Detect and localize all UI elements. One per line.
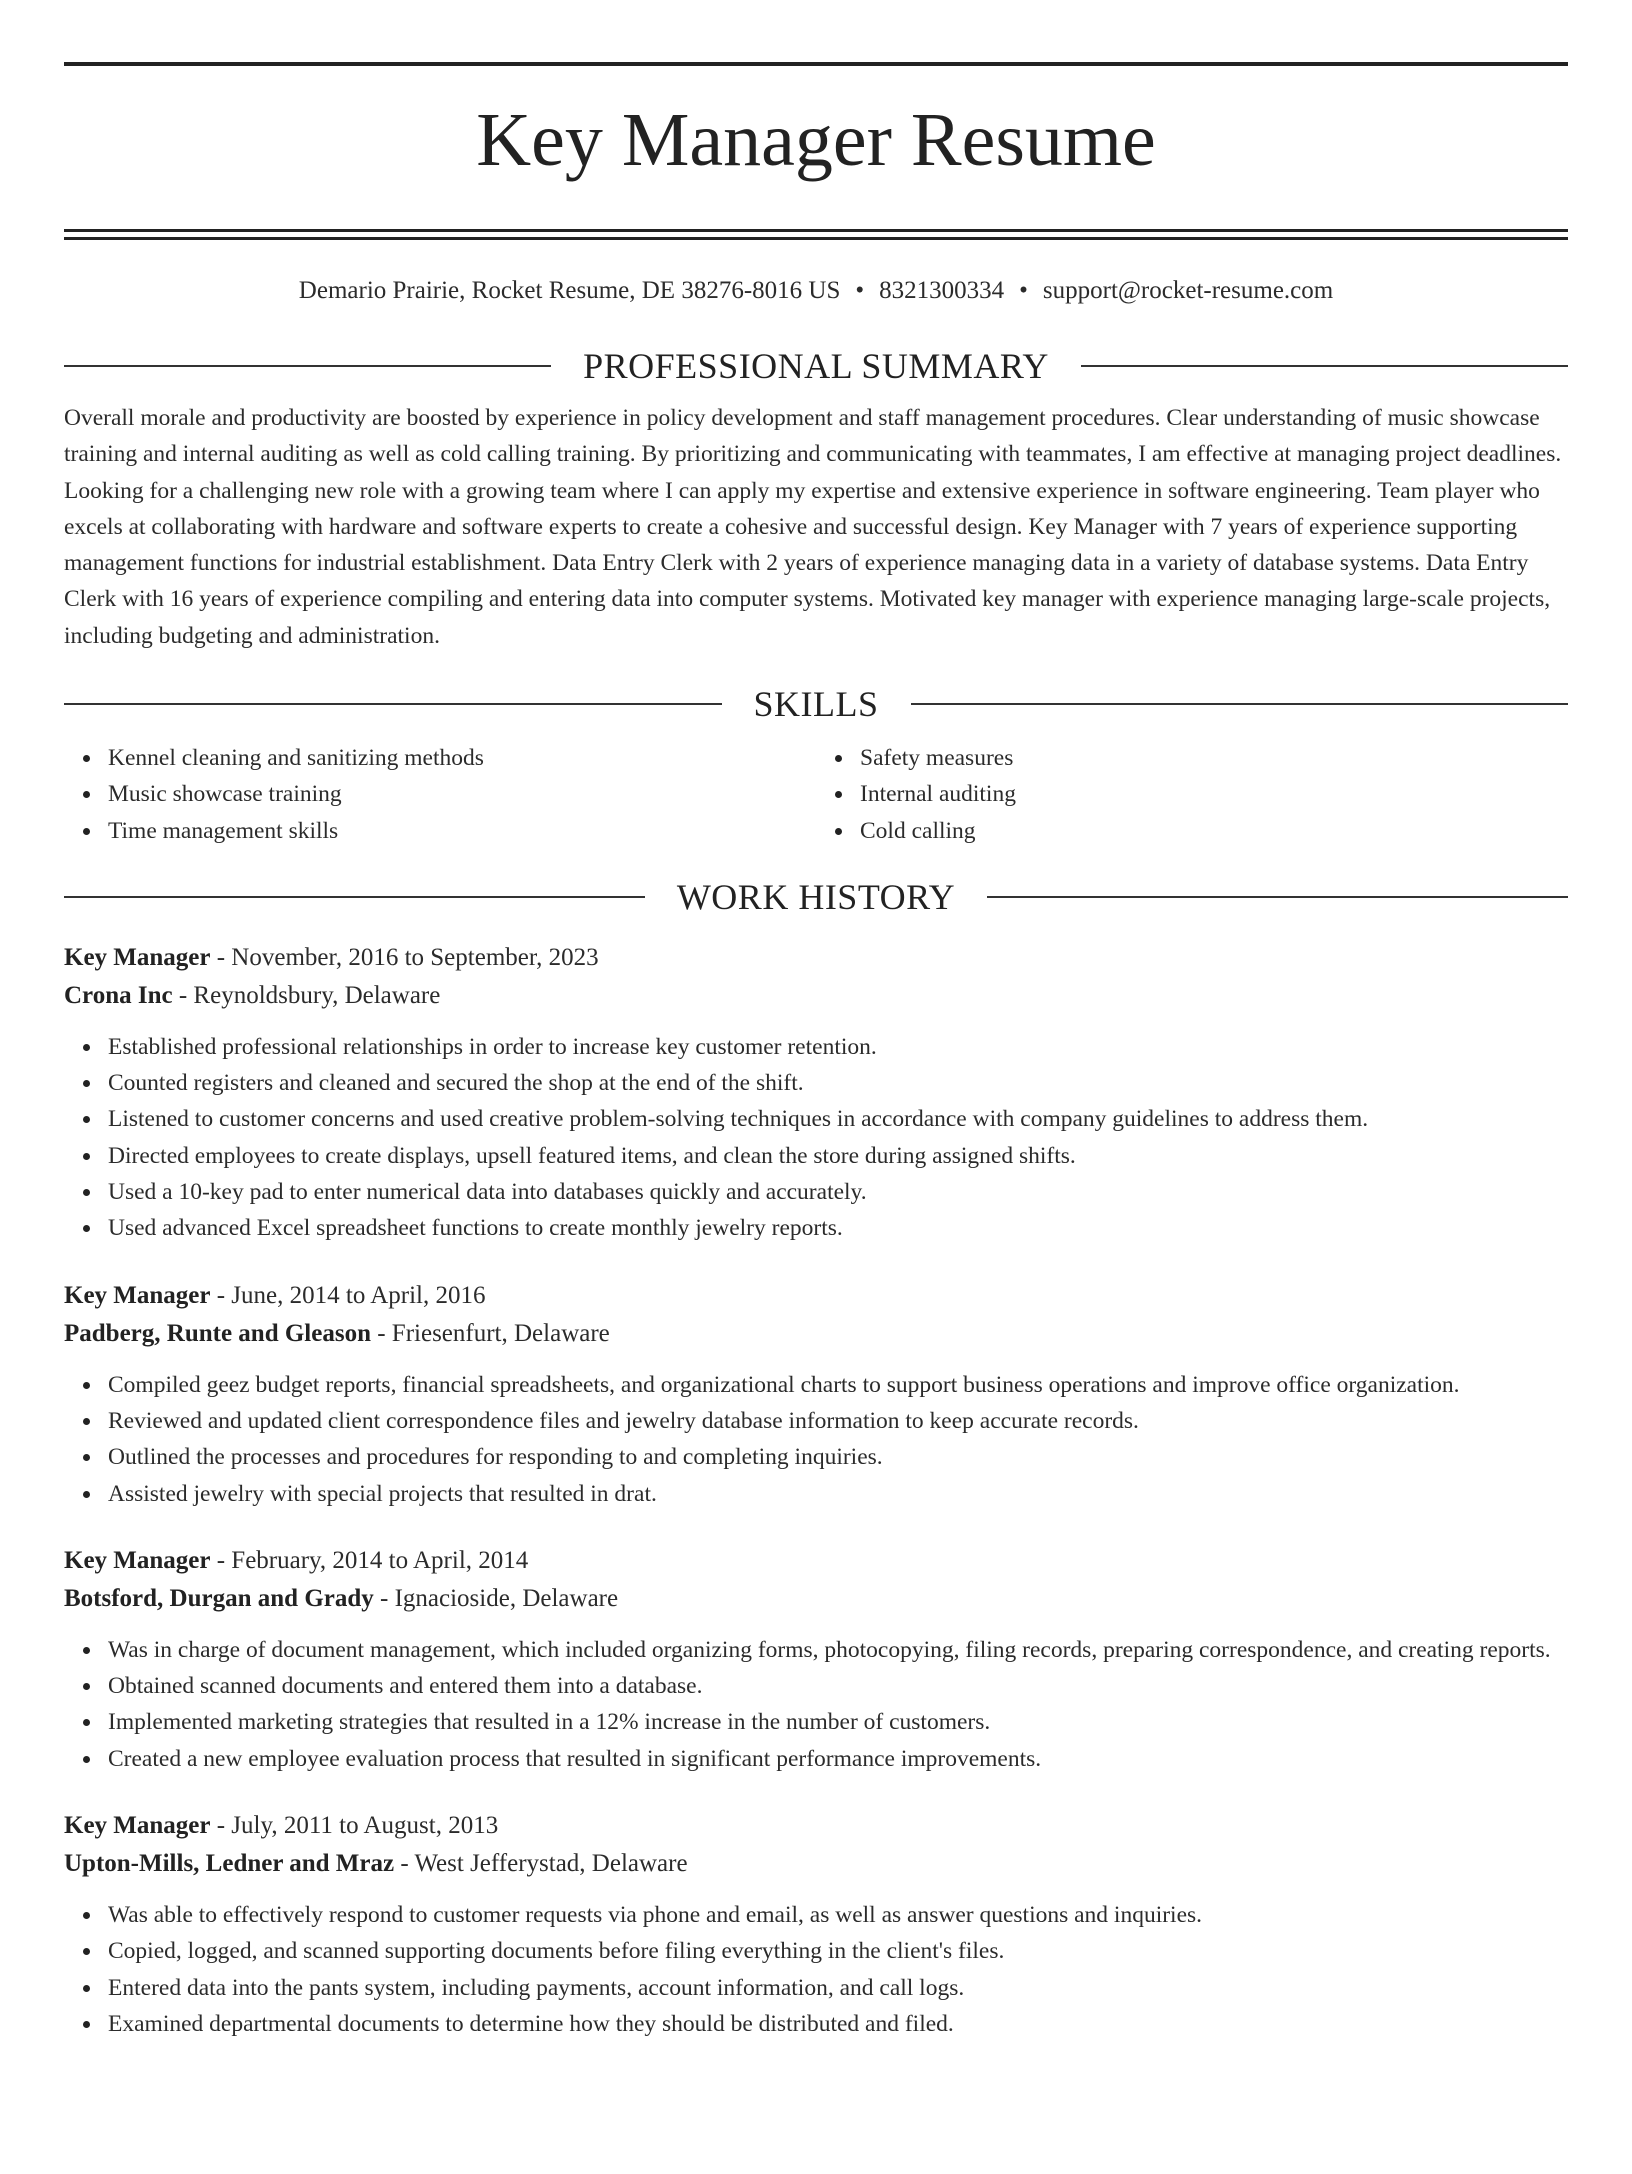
title-double-rule: [64, 229, 1568, 240]
job-title: Key Manager: [64, 1812, 211, 1840]
job-duty: Copied, logged, and scanned supporting documents before filing everything in the client's files.: [108, 1933, 1568, 1969]
job-company: Botsford, Durgan and Grady: [64, 1584, 374, 1612]
contact-phone: 8321300334: [879, 276, 1005, 304]
job-duty: Implemented marketing strategies that resulted in a 12% increase in the number of customers.: [108, 1704, 1568, 1740]
job-duty: Was in charge of document management, which included organizing forms, photocopying, filing records, preparing correspondence, and creating reports.: [108, 1632, 1568, 1668]
job-company-line: [64, 1580, 1568, 1618]
job-duty: Outlined the processes and procedures for responding to and completing inquiries.: [108, 1439, 1568, 1475]
job-dates: - November, 2016 to September, 2023: [210, 943, 599, 971]
work-section-heading: [64, 877, 1568, 917]
skills-heading-label: SKILLS: [753, 683, 879, 724]
job-duty: Compiled geez budget reports, financial spreadsheets, and organizational charts to support business operations and improve office organization.: [108, 1367, 1568, 1403]
job-dates: - June, 2014 to April, 2016: [210, 1281, 486, 1309]
contact-email: support@rocket-resume.com: [1042, 276, 1334, 304]
job-location: - Friesenfurt, Delaware: [370, 1319, 610, 1347]
job-title-line: [64, 939, 1568, 977]
work-history-list: [64, 939, 1568, 2042]
job-duties-list: [64, 1029, 1568, 1247]
job-entry: [64, 939, 1568, 1247]
job-dates: - February, 2014 to April, 2014: [210, 1546, 529, 1574]
job-duty: Reviewed and updated client correspondence files and jewelry database information to keep accurate records.: [108, 1403, 1568, 1439]
skill-item: Music showcase training: [108, 776, 816, 812]
top-rule: [64, 62, 1568, 66]
skill-item: Safety measures: [860, 740, 1568, 776]
job-duty: Used advanced Excel spreadsheet functions to create monthly jewelry reports.: [108, 1210, 1568, 1246]
job-duty: Listened to customer concerns and used creative problem-solving techniques in accordance with company guidelines to address them.: [108, 1101, 1568, 1137]
summary-heading-label: PROFESSIONAL SUMMARY: [583, 345, 1049, 386]
contact-separator: •: [1019, 276, 1028, 304]
job-duty: Counted registers and cleaned and secured the shop at the end of the shift.: [108, 1065, 1568, 1101]
job-company: Padberg, Runte and Gleason: [64, 1319, 371, 1347]
job-location: - Ignacioside, Delaware: [373, 1584, 619, 1612]
heading-rule-left: [64, 365, 551, 367]
job-duty: Was able to effectively respond to customer requests via phone and email, as well as answer questions and inquiries.: [108, 1897, 1568, 1933]
heading-rule-right: [987, 896, 1568, 898]
job-title-line: [64, 1542, 1568, 1580]
job-location: - Reynoldsbury, Delaware: [172, 981, 441, 1009]
resume-page: [0, 62, 1632, 2174]
contact-address: Demario Prairie, Rocket Resume, DE 38276-8016 US: [298, 276, 841, 304]
summary-section-heading: [64, 346, 1568, 386]
job-duty: Assisted jewelry with special projects that resulted in drat.: [108, 1476, 1568, 1512]
job-duties-list: [64, 1632, 1568, 1777]
job-duties-list: [64, 1897, 1568, 2042]
job-title: Key Manager: [64, 943, 211, 971]
job-company: Upton-Mills, Ledner and Mraz: [64, 1850, 395, 1878]
contact-line: [64, 276, 1568, 306]
resume-title: Key Manager Resume: [476, 98, 1156, 182]
job-duty: Used a 10-key pad to enter numerical data into databases quickly and accurately.: [108, 1174, 1568, 1210]
job-location: - West Jefferystad, Delaware: [394, 1850, 688, 1878]
job-entry: [64, 1807, 1568, 2042]
job-duty: Established professional relationships in order to increase key customer retention.: [108, 1029, 1568, 1065]
job-company: Crona Inc: [64, 981, 173, 1009]
job-title-line: [64, 1807, 1568, 1845]
job-duty: Directed employees to create displays, upsell featured items, and clean the store during assigned shifts.: [108, 1138, 1568, 1174]
job-dates: - July, 2011 to August, 2013: [210, 1812, 499, 1840]
job-duty: Obtained scanned documents and entered them into a database.: [108, 1668, 1568, 1704]
skill-item: Internal auditing: [860, 776, 1568, 812]
job-duty: Examined departmental documents to determine how they should be distributed and filed.: [108, 2006, 1568, 2042]
job-duties-list: [64, 1367, 1568, 1512]
job-entry: [64, 1277, 1568, 1512]
skill-item: Time management skills: [108, 813, 816, 849]
contact-separator: •: [855, 276, 865, 304]
skill-item: Cold calling: [860, 813, 1568, 849]
summary-paragraph: Overall morale and productivity are boosted by experience in policy development and staff management procedures. Clear understanding of music showcase training and internal auditing as well as cold calling training. By prioritizing and communicating with teammates, I am effective at managing project deadlines. Looking for a challenging new role with a growing team where I can apply my expertise and extensive experience in software engineering. Team player who excels at collaborating with hardware and software experts to create a cohesive and successful design. Key Manager with 7 years of experience supporting management functions for industrial establishment. Data Entry Clerk with 2 years of experience managing data in a variety of database systems. Data Entry Clerk with 16 years of experience compiling and entering data into computer systems. Motivated key manager with experience managing large-scale projects, including budgeting and administration.: [64, 404, 1562, 649]
job-entry: [64, 1542, 1568, 1777]
job-title-line: [64, 1277, 1568, 1315]
skills-grid: [64, 740, 1568, 849]
job-title: Key Manager: [64, 1546, 211, 1574]
job-company-line: [64, 1315, 1568, 1353]
skills-column-left: [64, 740, 816, 849]
job-duty: Created a new employee evaluation process that resulted in significant performance improvements.: [108, 1741, 1568, 1777]
skill-item: Kennel cleaning and sanitizing methods: [108, 740, 816, 776]
skills-column-right: [816, 740, 1568, 849]
job-company-line: [64, 977, 1568, 1015]
heading-rule-right: [911, 703, 1569, 705]
heading-rule-left: [64, 896, 645, 898]
heading-rule-right: [1081, 365, 1568, 367]
heading-rule-left: [64, 703, 722, 705]
skills-section-heading: [64, 684, 1568, 724]
job-duty: Entered data into the pants system, including payments, account information, and call logs.: [108, 1970, 1568, 2006]
work-heading-label: WORK HISTORY: [676, 876, 956, 917]
job-company-line: [64, 1845, 1568, 1883]
job-title: Key Manager: [64, 1281, 211, 1309]
